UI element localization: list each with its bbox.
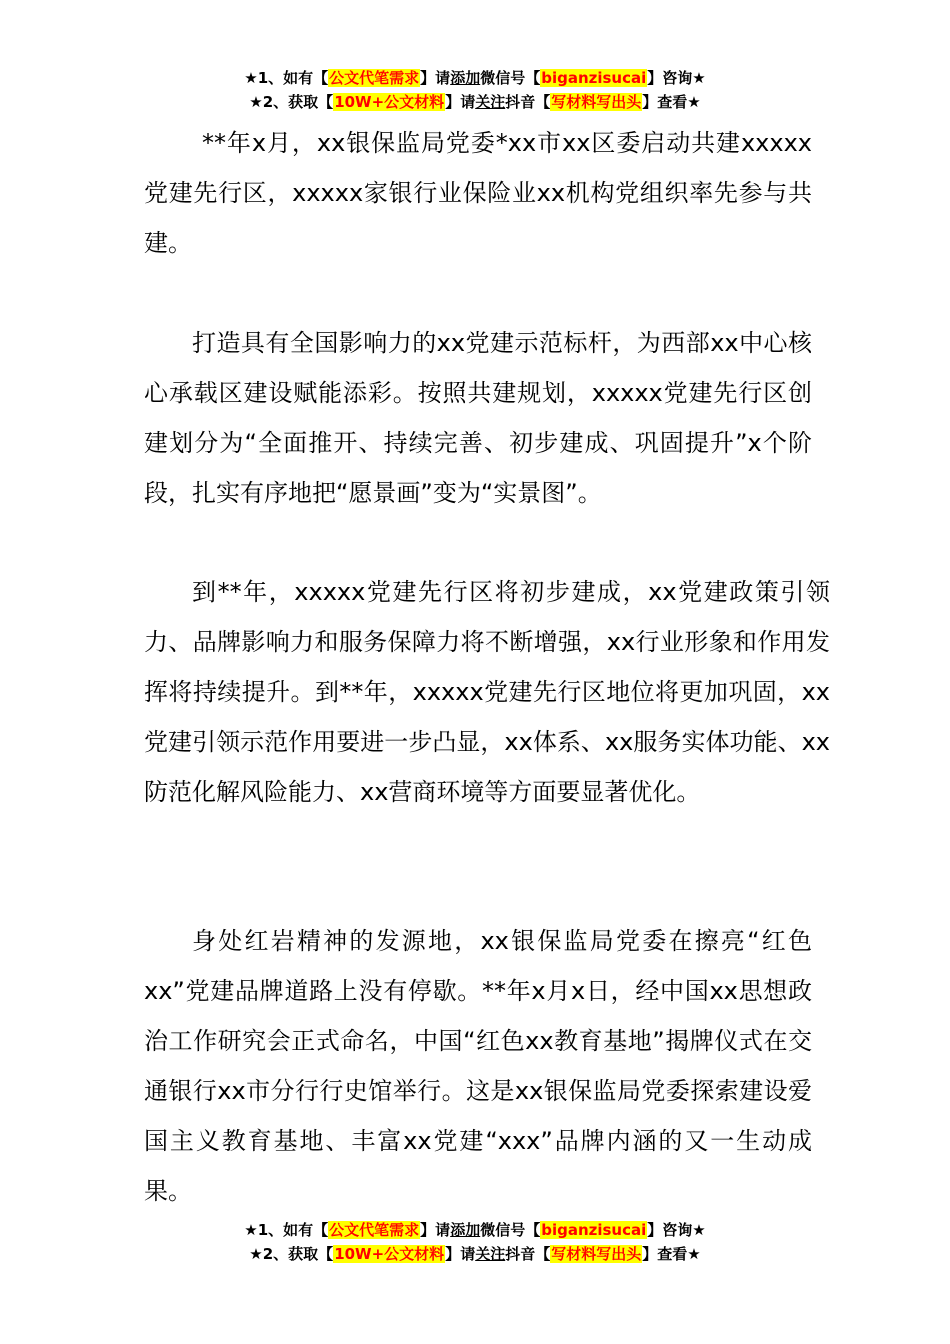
banner-text: 微信号【	[480, 69, 541, 87]
banner-text: 抖音【	[505, 1245, 551, 1263]
banner-text: 微信号【	[480, 1221, 541, 1239]
banner-text: 】查看★	[642, 1245, 701, 1263]
paragraph: 身处红岩精神的发源地，xx银保监局党委在擦亮“红色xx”党建品牌道路上没有停歇。**年x月x日，经中国xx思想政治工作研究会正式命名，中国“红色xx教育基地”揭牌仪式在交通银行xx市分行行史馆举行。这是xx银保监局党委探索建设爱国主义教育基地、丰富xx党建“xxx”品牌内涵的又一生动成果。	[144, 927, 812, 1205]
underlined-text: 添加	[450, 69, 481, 87]
highlight-materials: 10W+公文材料	[334, 1245, 445, 1263]
highlight-douyin-account: 写材料写出头	[551, 93, 642, 111]
highlight-wechat-id: biganzisucai	[541, 69, 647, 87]
header-banner	[0, 66, 950, 114]
banner-text: 】请	[420, 1221, 451, 1239]
highlight-materials: 10W+公文材料	[334, 93, 445, 111]
banner-text: 】咨询★	[647, 1221, 706, 1239]
banner-line-1	[0, 66, 950, 90]
banner-line-1	[0, 1218, 950, 1242]
banner-text: 抖音【	[505, 93, 551, 111]
banner-text: 】咨询★	[647, 69, 706, 87]
underlined-text: 添加	[450, 1221, 481, 1239]
banner-text: ★2、获取【	[249, 1245, 334, 1263]
underlined-text: 关注	[475, 93, 506, 111]
banner-text: ★1、如有【	[244, 69, 329, 87]
paragraph: 打造具有全国影响力的xx党建示范标杆，为西部xx中心核心承载区建设赋能添彩。按照共建规划，xxxxx党建先行区创建划分为“全面推开、持续完善、初步建成、巩固提升”x个阶段，扎实有序地把“愿景画”变为“实景图”。	[144, 329, 812, 507]
banner-text: 】查看★	[642, 93, 701, 111]
banner-text: 】请	[445, 93, 476, 111]
highlight-wechat-id: biganzisucai	[541, 1221, 647, 1239]
footer-banner	[0, 1218, 950, 1266]
underlined-text: 关注	[475, 1245, 506, 1263]
paragraph: **年x月，xx银保监局党委*xx市xx区委启动共建xxxxx党建先行区，xxxxx家银行业保险业xx机构党组织率先参与共建。	[144, 129, 812, 257]
banner-text: ★1、如有【	[244, 1221, 329, 1239]
highlight-douyin-account: 写材料写出头	[551, 1245, 642, 1263]
paragraph: 到**年，xxxxx党建先行区将初步建成，xx党建政策引领力、品牌影响力和服务保障力将不断增强，xx行业形象和作用发挥将持续提升。到**年，xxxxx党建先行区地位将更加巩固，xx党建引领示范作用要进一步凸显，xx体系、xx服务实体功能、xx防范化解风险能力、xx营商环境等方面要显著优化。	[144, 578, 830, 806]
highlight-service: 公文代笔需求	[329, 1221, 420, 1239]
banner-line-2	[0, 1242, 950, 1266]
banner-text: 】请	[420, 69, 451, 87]
banner-text: 】请	[445, 1245, 476, 1263]
banner-text: ★2、获取【	[249, 93, 334, 111]
banner-line-2	[0, 90, 950, 114]
highlight-service: 公文代笔需求	[329, 69, 420, 87]
